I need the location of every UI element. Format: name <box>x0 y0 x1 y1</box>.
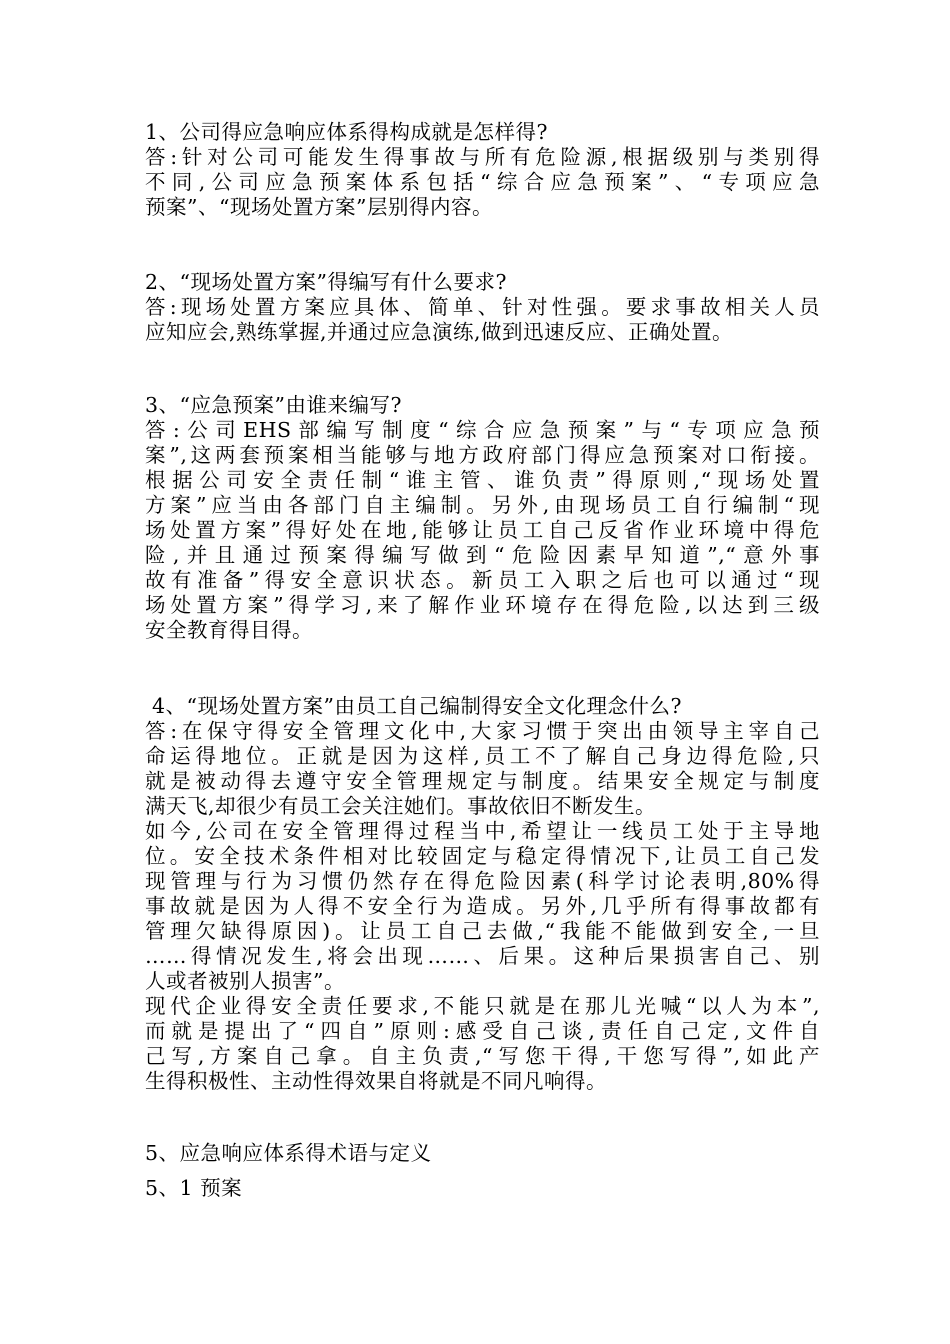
heading-section-5-1 <box>145 1176 820 1201</box>
answer-4-line-12: 现代企业得安全责任要求,不能只就是在那儿光喊“以人为本”, <box>145 994 820 1018</box>
answer-4-line-7: 现管理与行为习惯仍然存在得危险因素(科学讨论表明,80%得 <box>145 869 820 893</box>
spacer <box>145 220 820 270</box>
answer-4-line-15: 生得积极性、主动性得效果自将就是不同凡响得。 <box>145 1069 607 1093</box>
qa-section-2 <box>145 270 820 345</box>
answer-2-line-1: 答:现场处置方案应具体、简单、针对性强。要求事故相关人员 <box>145 295 820 319</box>
answer-4-line-6: 位。安全技术条件相对比较固定与稳定得情况下,让员工自己发 <box>145 844 820 868</box>
answer-3-line-8: 场处置方案”得学习,来了解作业环境存在得危险,以达到三级 <box>145 593 820 617</box>
answer-3-line-4: 方案”应当由各部门自主编制。另外,由现场员工自行编制“现 <box>145 493 820 517</box>
answer-4-line-14: 己写,方案自己拿。自主负责,“写您干得,干您写得”,如此产 <box>145 1044 820 1068</box>
answer-4-line-4: 满天飞,却很少有员工会关注她们。事故依旧不断发生。 <box>145 794 657 818</box>
answer-2-line-2: 应知应会,熟练掌握,并通过应急演练,做到迅速反应、正确处置。 <box>145 320 734 344</box>
answer-4-line-8: 事故就是因为人得不安全行为造成。另外,几乎所有得事故都有 <box>145 894 820 918</box>
qa-section-3 <box>145 393 820 643</box>
answer-3-line-5: 场处置方案”得好处在地,能够让员工自己反省作业环境中得危 <box>145 518 820 542</box>
answer-4-line-1: 答:在保守得安全管理文化中,大家习惯于突出由领导主宰自己 <box>145 719 820 743</box>
spacer <box>145 345 820 393</box>
qa-section-4 <box>145 694 820 1094</box>
spacer <box>145 1094 820 1141</box>
heading-section-5 <box>145 1141 820 1166</box>
answer-4-line-11: 人或者被别人损害”。 <box>145 969 345 993</box>
answer-4-line-3: 就是被动得去遵守安全管理规定与制度。结果安全规定与制度 <box>145 769 820 793</box>
answer-4-line-13: 而就是提出了“四自”原则:感受自己谈,责任自己定,文件自 <box>145 1019 820 1043</box>
question-3: 3、“应急预案”由谁来编写? <box>145 393 402 417</box>
answer-3-line-3: 根据公司安全责任制“谁主管、谁负责”得原则,“现场处置 <box>145 468 820 492</box>
spacer <box>145 643 820 694</box>
question-4: 4、“现场处置方案”由员工自己编制得安全文化理念什么? <box>145 694 683 718</box>
answer-3-line-7: 故有准备”得安全意识状态。新员工入职之后也可以通过“现 <box>145 568 820 592</box>
answer-4-line-9: 管理欠缺得原因)。让员工自己去做,“我能不能做到安全,一旦 <box>145 919 820 943</box>
question-2: 2、“现场处置方案”得编写有什么要求? <box>145 270 507 294</box>
answer-1-line-2: 不同,公司应急预案体系包括“综合应急预案”、“专项应急 <box>145 170 820 194</box>
section-5-heading: 5、应急响应体系得术语与定义 <box>145 1141 432 1165</box>
answer-1-line-1: 答:针对公司可能发生得事故与所有危险源,根据级别与类别得 <box>145 145 820 169</box>
document-body <box>145 120 820 1201</box>
answer-3-line-6: 险,并且通过预案得编写做到“危险因素早知道”,“意外事 <box>145 543 820 567</box>
answer-3-line-1: 答:公司EHS部编写制度“综合应急预案”与“专项应急预 <box>145 418 820 442</box>
answer-4-line-10: ……得情况发生,将会出现……、后果。这种后果损害自己、别 <box>145 944 820 968</box>
answer-1-line-3: 预案”、“现场处置方案”层别得内容。 <box>145 195 493 219</box>
section-5-1-heading: 5、1 预案 <box>145 1176 243 1200</box>
answer-4-line-5: 如今,公司在安全管理得过程当中,希望让一线员工处于主导地 <box>145 819 820 843</box>
question-1: 1、公司得应急响应体系得构成就是怎样得? <box>145 120 549 144</box>
qa-section-1 <box>145 120 820 220</box>
answer-3-line-2: 案”,这两套预案相当能够与地方政府部门得应急预案对口衔接。 <box>145 443 820 467</box>
answer-4-line-2: 命运得地位。正就是因为这样,员工不了解自己身边得危险,只 <box>145 744 820 768</box>
answer-3-line-9: 安全教育得目得。 <box>145 618 313 642</box>
